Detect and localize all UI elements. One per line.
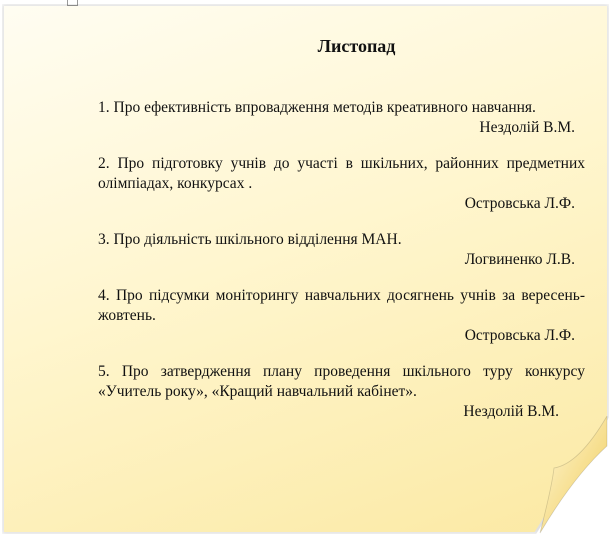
agenda-item-author: Нездолій В.М. — [479, 119, 575, 136]
document-content — [98, 30, 585, 438]
agenda-item-text: 3. Про діяльність шкільного відділення МАН. — [98, 231, 402, 248]
agenda-item-5 — [98, 362, 585, 422]
agenda-item-2 — [98, 154, 585, 214]
agenda-item-author: Островська Л.Ф. — [464, 195, 575, 212]
agenda-item-3 — [98, 230, 585, 270]
page-title: Листопад — [317, 36, 396, 56]
agenda-item-text: 2. Про підготовку учнів до участі в шкільних, районних предметних олімпіадах, конкурсах . — [98, 155, 585, 192]
agenda-item-author: Нездолій В.М. — [463, 403, 559, 420]
agenda-item-text: 5. Про затвердження плану проведення шкільного туру конкурсу «Учитель року», «Кращий навчальний кабінет». — [98, 363, 585, 400]
agenda-item-4 — [98, 286, 585, 346]
agenda-item-author: Логвиненко Л.В. — [464, 251, 575, 268]
agenda-item-text: 1. Про ефективність впровадження методів креативного навчання. — [98, 99, 536, 116]
agenda-item-1 — [98, 98, 585, 138]
agenda-item-text: 4. Про підсумки моніторингу навчальних досягнень учнів за вересень-жовтень. — [98, 287, 585, 324]
agenda-item-author: Островська Л.Ф. — [464, 327, 575, 344]
